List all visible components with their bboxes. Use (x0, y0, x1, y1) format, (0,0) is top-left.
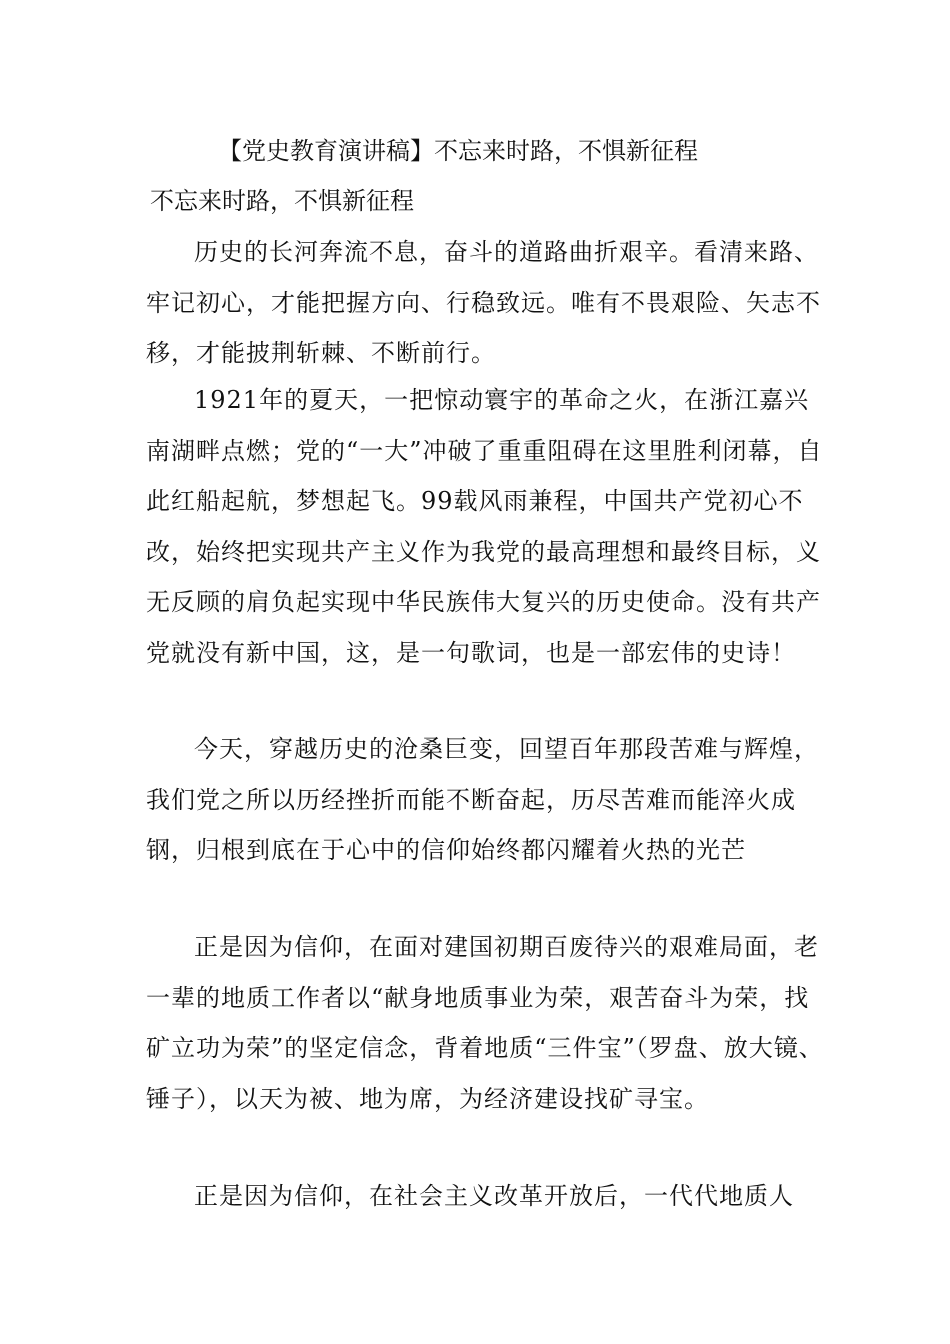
paragraph-faith-reform: 正是因为信仰，在社会主义改革开放后，一代代地质人 (194, 1182, 794, 1210)
paragraph-1921-summer: 1921年的夏天，一把惊动寰宇的革命之火，在浙江嘉兴南湖畔点燃；党的“一大”冲破了重重阻碍在这里胜利闭幕，自此红船起航，梦想起飞。99载风雨兼程，中国共产党初心不改，始终把实现共产主义作为我党的最高理想和最终目标，义无反顾的肩负起实现中华民族伟大复兴的历史使命。没有共产党就没有新中国，这，是一句歌词，也是一部宏伟的史诗！ (146, 386, 823, 667)
paragraph-history-river: 历史的长河奔流不息，奋斗的道路曲折艰辛。看清来路、牢记初心，才能把握方向、行稳致远。唯有不畏艰险、矢志不移，才能披荆斩棘、不断前行。 (146, 238, 821, 367)
document-title: 【党史教育演讲稿】不忘来时路，不惧新征程 (218, 137, 698, 165)
document-subtitle: 不忘来时路，不惧新征程 (150, 187, 414, 215)
paragraph-faith-early-years: 正是因为信仰，在面对建国初期百废待兴的艰难局面，老一辈的地质工作者以“献身地质事业为荣，艰苦奋斗为荣，找矿立功为荣”的坚定信念，背着地质“三件宝”（罗盘、放大镜、锤子），以天为被、地为席，为经济建设找矿寻宝。 (146, 933, 824, 1113)
paragraph-today: 今天，穿越历史的沧桑巨变，回望百年那段苦难与辉煌，我们党之所以历经挫折而能不断奋起，历尽苦难而能淬火成钢，归根到底在于心中的信仰始终都闪耀着火热的光芒 (146, 735, 819, 864)
